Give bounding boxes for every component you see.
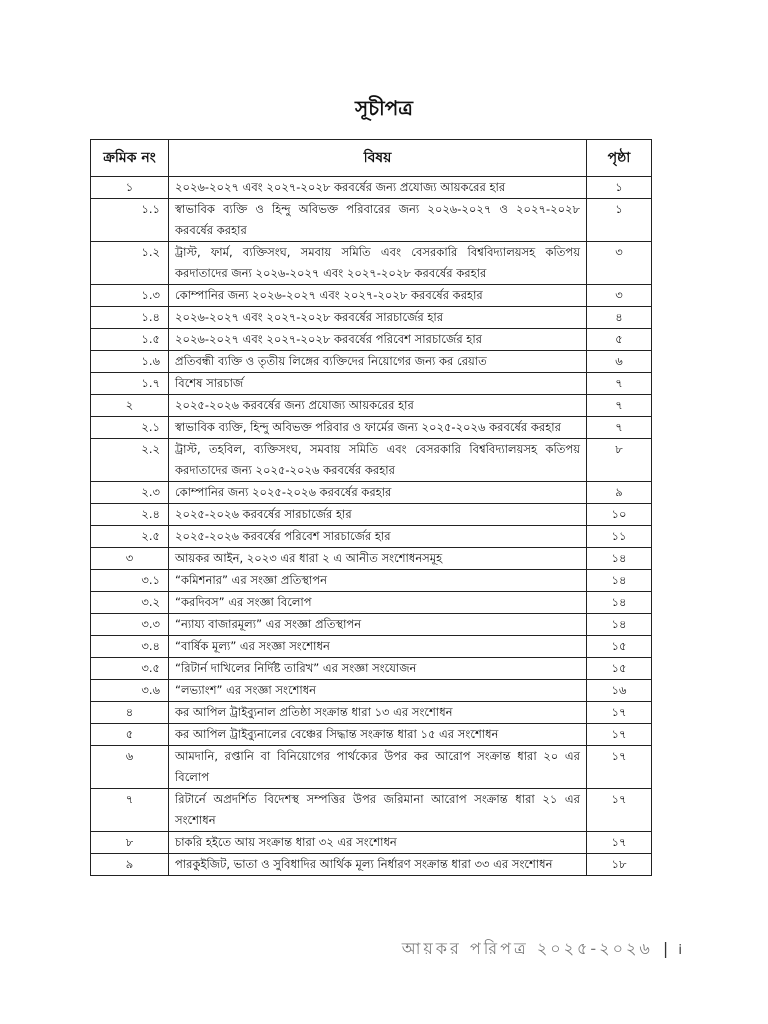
table-row xyxy=(91,351,652,373)
table-row xyxy=(91,504,652,526)
page-number-cell: ১৭ xyxy=(587,724,652,746)
serial-cell: ২.৫ xyxy=(91,526,169,548)
page-number-cell: ১৭ xyxy=(587,832,652,854)
page-number-cell: ১৭ xyxy=(587,789,652,832)
subject-cell: আয়কর আইন, ২০২৩ এর ধারা ২ এ আনীত সংশোধনসমূহ xyxy=(169,548,587,570)
table-header-row xyxy=(91,140,652,177)
footer-separator: | xyxy=(662,939,669,958)
subject-cell: ২০২৬-২০২৭ এবং ২০২৭-২০২৮ করবর্ষের সারচার্জের হার xyxy=(169,307,587,329)
subject-cell: “করদিবস” এর সংজ্ঞা বিলোপ xyxy=(169,592,587,614)
serial-cell: ৩.২ xyxy=(91,592,169,614)
serial-cell: ৩ xyxy=(91,548,169,570)
page-number-cell: ১১ xyxy=(587,526,652,548)
subject-cell: “ন্যায্য বাজারমূল্য” এর সংজ্ঞা প্রতিস্থাপন xyxy=(169,614,587,636)
footer-page-number: i xyxy=(678,943,682,958)
table-row xyxy=(91,329,652,351)
serial-cell: ১.৪ xyxy=(91,307,169,329)
subject-cell: স্বাভাবিক ব্যক্তি ও হিন্দু অবিভক্ত পরিবারের জন্য ২০২৬-২০২৭ ও ২০২৭-২০২৮ করবর্ষের করহার xyxy=(169,199,587,242)
serial-cell: ১.৭ xyxy=(91,373,169,395)
subject-cell: বিশেষ সারচার্জ xyxy=(169,373,587,395)
subject-cell: “কমিশনার” এর সংজ্ঞা প্রতিস্থাপন xyxy=(169,570,587,592)
page-number-cell: ১ xyxy=(587,177,652,199)
table-row xyxy=(91,548,652,570)
serial-cell: ১.২ xyxy=(91,242,169,285)
page-number-cell: ১৭ xyxy=(587,746,652,789)
table-row xyxy=(91,373,652,395)
page-number-cell: ১৬ xyxy=(587,680,652,702)
serial-cell: ৩.৬ xyxy=(91,680,169,702)
subject-cell: ২০২৬-২০২৭ এবং ২০২৭-২০২৮ করবর্ষের জন্য প্রযোজ্য আয়করের হার xyxy=(169,177,587,199)
page-number-cell: ১ xyxy=(587,199,652,242)
table-row xyxy=(91,592,652,614)
page-title: সূচীপত্র xyxy=(355,96,413,120)
serial-cell: ২.৩ xyxy=(91,482,169,504)
subject-cell: কর আপিল ট্রাইব্যুনাল প্রতিষ্ঠা সংক্রান্ত ধারা ১৩ এর সংশোধন xyxy=(169,702,587,724)
page-number-cell: ৬ xyxy=(587,351,652,373)
table-row xyxy=(91,658,652,680)
table-row xyxy=(91,242,652,285)
serial-cell: ৪ xyxy=(91,702,169,724)
subject-cell: ২০২৫-২০২৬ করবর্ষের জন্য প্রযোজ্য আয়করের হার xyxy=(169,395,587,417)
page-footer xyxy=(402,936,682,963)
serial-cell: ৬ xyxy=(91,746,169,789)
serial-cell: ৩.৩ xyxy=(91,614,169,636)
subject-cell: ২০২৫-২০২৬ করবর্ষের পরিবেশ সারচার্জের হার xyxy=(169,526,587,548)
subject-cell: “রিটার্ন দাখিলের নির্দিষ্ট তারিখ” এর সংজ্ঞা সংযোজন xyxy=(169,658,587,680)
subject-cell: স্বাভাবিক ব্যক্তি, হিন্দু অবিভক্ত পরিবার ও ফার্মের জন্য ২০২৫-২০২৬ করবর্ষের করহার xyxy=(169,417,587,439)
subject-cell: আমদানি, রপ্তানি বা বিনিয়োগের পার্থক্যের উপর কর আরোপ সংক্রান্ত ধারা ২০ এর বিলোপ xyxy=(169,746,587,789)
serial-column-header: ক্রমিক নং xyxy=(91,140,169,177)
page-number-cell: ১৪ xyxy=(587,570,652,592)
subject-cell: কোম্পানির জন্য ২০২৫-২০২৬ করবর্ষের করহার xyxy=(169,482,587,504)
table-row xyxy=(91,636,652,658)
page-number-cell: ৯ xyxy=(587,482,652,504)
table-row xyxy=(91,724,652,746)
page-number-cell: ১৫ xyxy=(587,636,652,658)
subject-cell: ২০২৫-২০২৬ করবর্ষের সারচার্জের হার xyxy=(169,504,587,526)
serial-cell: ২.২ xyxy=(91,439,169,482)
table-row xyxy=(91,482,652,504)
page-number-cell: ৮ xyxy=(587,439,652,482)
page-number-cell: ৪ xyxy=(587,307,652,329)
serial-cell: ১.৩ xyxy=(91,285,169,307)
page-number-cell: ৩ xyxy=(587,242,652,285)
page-number-cell: ৭ xyxy=(587,417,652,439)
serial-cell: ১.১ xyxy=(91,199,169,242)
subject-cell: কোম্পানির জন্য ২০২৬-২০২৭ এবং ২০২৭-২০২৮ করবর্ষের করহার xyxy=(169,285,587,307)
table-row xyxy=(91,680,652,702)
subject-cell: প্রতিবন্ধী ব্যক্তি ও তৃতীয় লিঙ্গের ব্যক্তিদের নিয়োগের জন্য কর রেয়াত xyxy=(169,351,587,373)
table-body xyxy=(91,177,652,876)
serial-cell: ২.১ xyxy=(91,417,169,439)
subject-cell: চাকরি হইতে আয় সংক্রান্ত ধারা ৩২ এর সংশোধন xyxy=(169,832,587,854)
serial-cell: ৫ xyxy=(91,724,169,746)
table-of-contents xyxy=(90,139,652,876)
page-number-cell: ১৪ xyxy=(587,614,652,636)
serial-cell: ১ xyxy=(91,177,169,199)
table-row xyxy=(91,570,652,592)
table-row xyxy=(91,285,652,307)
subject-cell: কর আপিল ট্রাইব্যুনালের বেঞ্চের সিদ্ধান্ত সংক্রান্ত ধারা ১৫ এর সংশোধন xyxy=(169,724,587,746)
footer-title: আয়কর পরিপত্র ২০২৫-২০২৬ xyxy=(401,939,653,958)
table-row xyxy=(91,395,652,417)
subject-cell: ২০২৬-২০২৭ এবং ২০২৭-২০২৮ করবর্ষের পরিবেশ সারচার্জের হার xyxy=(169,329,587,351)
table-row xyxy=(91,417,652,439)
table-row xyxy=(91,746,652,789)
subject-cell: ট্রাস্ট, ফার্ম, ব্যক্তিসংঘ, সমবায় সমিতি এবং বেসরকারি বিশ্ববিদ্যালয়সহ কতিপয় করদাতাদের জন্য ২০২৬-২০২৭ এবং ২০২৭-২০২৮ করবর্ষের করহার xyxy=(169,242,587,285)
serial-cell: ৯ xyxy=(91,854,169,876)
page-number-cell: ৭ xyxy=(587,373,652,395)
serial-cell: ৭ xyxy=(91,789,169,832)
table-row xyxy=(91,526,652,548)
page-number-cell: ১৫ xyxy=(587,658,652,680)
serial-cell: ২ xyxy=(91,395,169,417)
page-number-cell: ৭ xyxy=(587,395,652,417)
subject-cell: “লভ্যাংশ” এর সংজ্ঞা সংশোধন xyxy=(169,680,587,702)
page-number-cell: ৫ xyxy=(587,329,652,351)
serial-cell: ৩.১ xyxy=(91,570,169,592)
table-row xyxy=(91,614,652,636)
page-number-cell: ১৮ xyxy=(587,854,652,876)
subject-cell: রিটার্নে অপ্রদর্শিত বিদেশস্থ সম্পত্তির উপর জরিমানা আরোপ সংক্রান্ত ধারা ২১ এর সংশোধন xyxy=(169,789,587,832)
table-row xyxy=(91,439,652,482)
subject-column-header: বিষয় xyxy=(169,140,587,177)
page-number-cell: ১৭ xyxy=(587,702,652,724)
table-row xyxy=(91,199,652,242)
table-row xyxy=(91,789,652,832)
subject-cell: ট্রাস্ট, তহবিল, ব্যক্তিসংঘ, সমবায় সমিতি এবং বেসরকারি বিশ্ববিদ্যালয়সহ কতিপয় করদাতাদের জন্য ২০২৫-২০২৬ করবর্ষের করহার xyxy=(169,439,587,482)
page-number-cell: ১৪ xyxy=(587,592,652,614)
page-column-header: পৃষ্ঠা xyxy=(587,140,652,177)
serial-cell: ৮ xyxy=(91,832,169,854)
serial-cell: ১.৫ xyxy=(91,329,169,351)
subject-cell: পারকুইজিট, ভাতা ও সুবিধাদির আর্থিক মূল্য নির্ধারণ সংক্রান্ত ধারা ৩৩ এর সংশোধন xyxy=(169,854,587,876)
page-number-cell: ১৪ xyxy=(587,548,652,570)
serial-cell: ৩.৫ xyxy=(91,658,169,680)
table-row xyxy=(91,702,652,724)
page-number-cell: ৩ xyxy=(587,285,652,307)
serial-cell: ২.৪ xyxy=(91,504,169,526)
serial-cell: ৩.৪ xyxy=(91,636,169,658)
table-row xyxy=(91,832,652,854)
table-row xyxy=(91,854,652,876)
table-row xyxy=(91,177,652,199)
table-row xyxy=(91,307,652,329)
page-number-cell: ১০ xyxy=(587,504,652,526)
subject-cell: “বার্ষিক মূল্য” এর সংজ্ঞা সংশোধন xyxy=(169,636,587,658)
serial-cell: ১.৬ xyxy=(91,351,169,373)
